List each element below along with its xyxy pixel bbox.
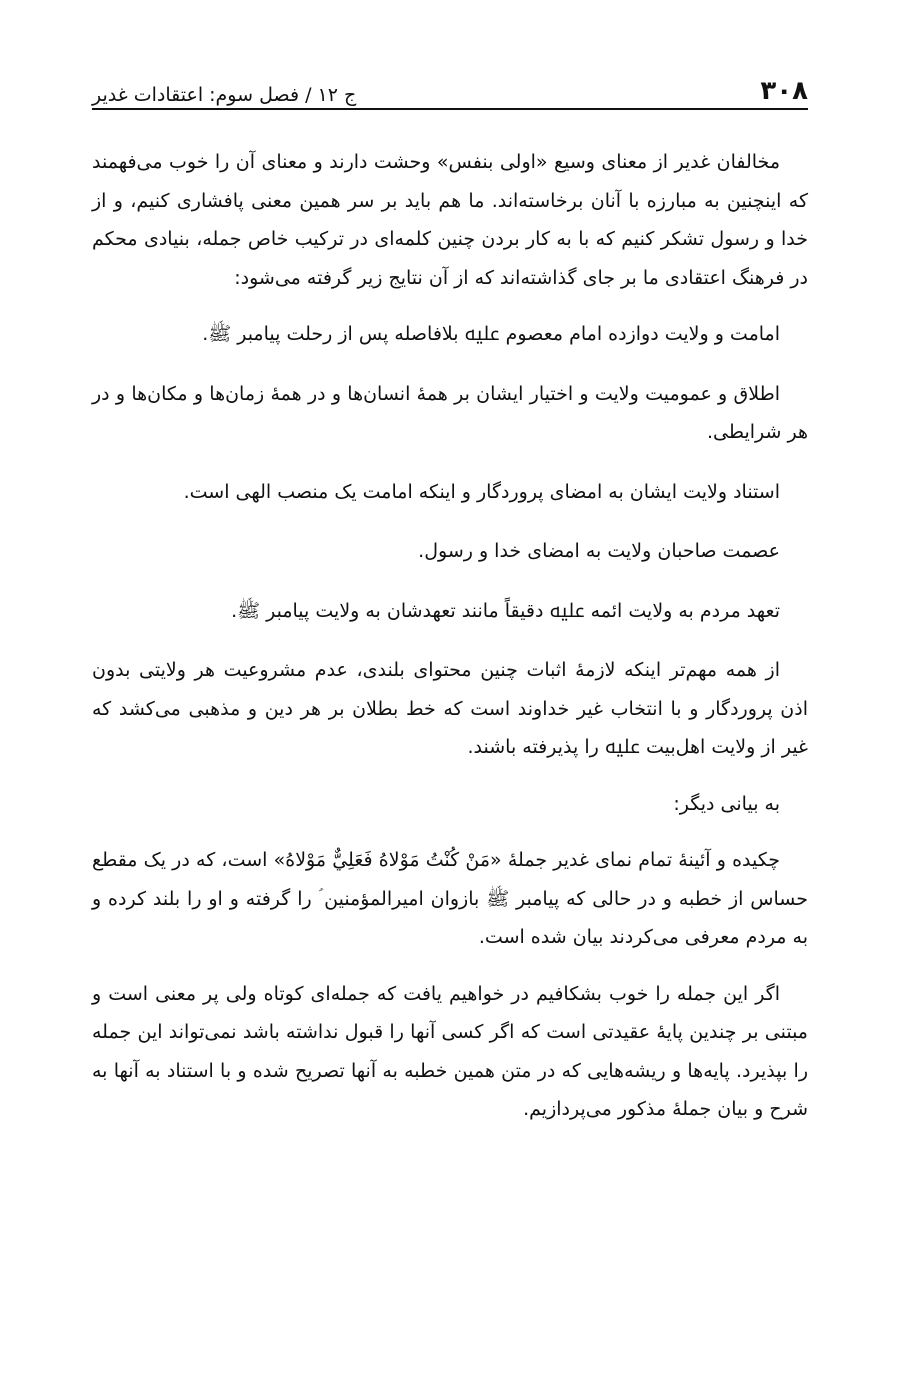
paragraph-point-imamate: امامت و ولایت دوازده امام معصوم ﷷ بلافاصله پس از رحلت پیامبر ﷺ. xyxy=(202,323,780,345)
paragraph-point-divine-appointment: استناد ولایت ایشان به امضای پروردگار و اینکه امامت یک منصب الهی است. xyxy=(183,480,780,503)
running-title: ج ۱۲ / فصل سوم: اعتقادات غدیر xyxy=(92,84,357,106)
paragraph-conclusion: اگر این جمله را خوب بشکافیم در خواهیم یافت که جمله‌ای کوتاه ولی پر معنی است و مبتنی بر چندین پایهٔ عقیدتی است که اگر کسی آنها را قبول نداشته باشد نمی‌تواند این جمله را بپذیرد. پایه‌ها و ریشه‌هایی که در متن همین خطبه به آنها تصریح شده و با استناد به آنها به شرح و بیان جملهٔ مذکور می‌پردازیم. xyxy=(92,982,808,1120)
page-number: ۳۰۸ xyxy=(760,76,808,106)
paragraph-intro: مخالفان غدیر از معنای وسیع «اولی بنفس» وحشت دارند و معنای آن را خوب می‌فهمند که اینچنین به مبارزه با آنان برخاسته‌اند. ما هم باید بر سر همین معنی پافشاری کنیم، و از خدا و رسول تشکر کنیم که با به کار بردن چنین کلمه‌ای در ترکیب خاص جمله، بنیادی محکم در فرهنگ اعتقادی ما بر جای گذاشته‌اند که از آن نتایج زیر گرفته می‌شود: xyxy=(92,151,808,289)
body-text xyxy=(92,143,808,1147)
page-header xyxy=(92,60,808,110)
paragraph-in-other-words: به بیانی دیگر: xyxy=(673,792,780,815)
paragraph-legitimacy: از همه مهم‌تر اینکه لازمهٔ اثبات چنین محتوای بلندی، عدم مشروعیت هر ولایتی بدون اذن پروردگار و با انتخاب غیر خداوند است که خط بطلان بر هر دین و مذهبی می‌کشد که غیر از ولایت اهل‌بیت ﷷ را پذیرفته باشند. xyxy=(92,659,808,758)
paragraph-summary: چکیده و آئینهٔ تمام نمای غدیر جملهٔ «مَنْ كُنْتُ مَوْلاهُ فَعَلِيٌّ مَوْلاهُ» است، که در یک مقطع حساس از خطبه و در حالی که پیامبر ﷺ بازوان امیرالمؤمنین ؑ را گرفته و او را بلند کرده و به مردم معرفی می‌کردند بیان شده است. xyxy=(92,849,808,948)
paragraph-point-infallibility: عصمت صاحبان ولایت به امضای خدا و رسول. xyxy=(418,540,780,562)
paragraph-point-universality: اطلاق و عمومیت ولایت و اختیار ایشان بر همهٔ انسان‌ها و در همهٔ زمان‌ها و مکان‌ها و در هر شرایطی. xyxy=(92,382,808,443)
paragraph-point-commitment: تعهد مردم به ولایت ائمه ﷷ دقیقاً مانند تعهدشان به ولایت پیامبر ﷺ. xyxy=(231,599,780,622)
